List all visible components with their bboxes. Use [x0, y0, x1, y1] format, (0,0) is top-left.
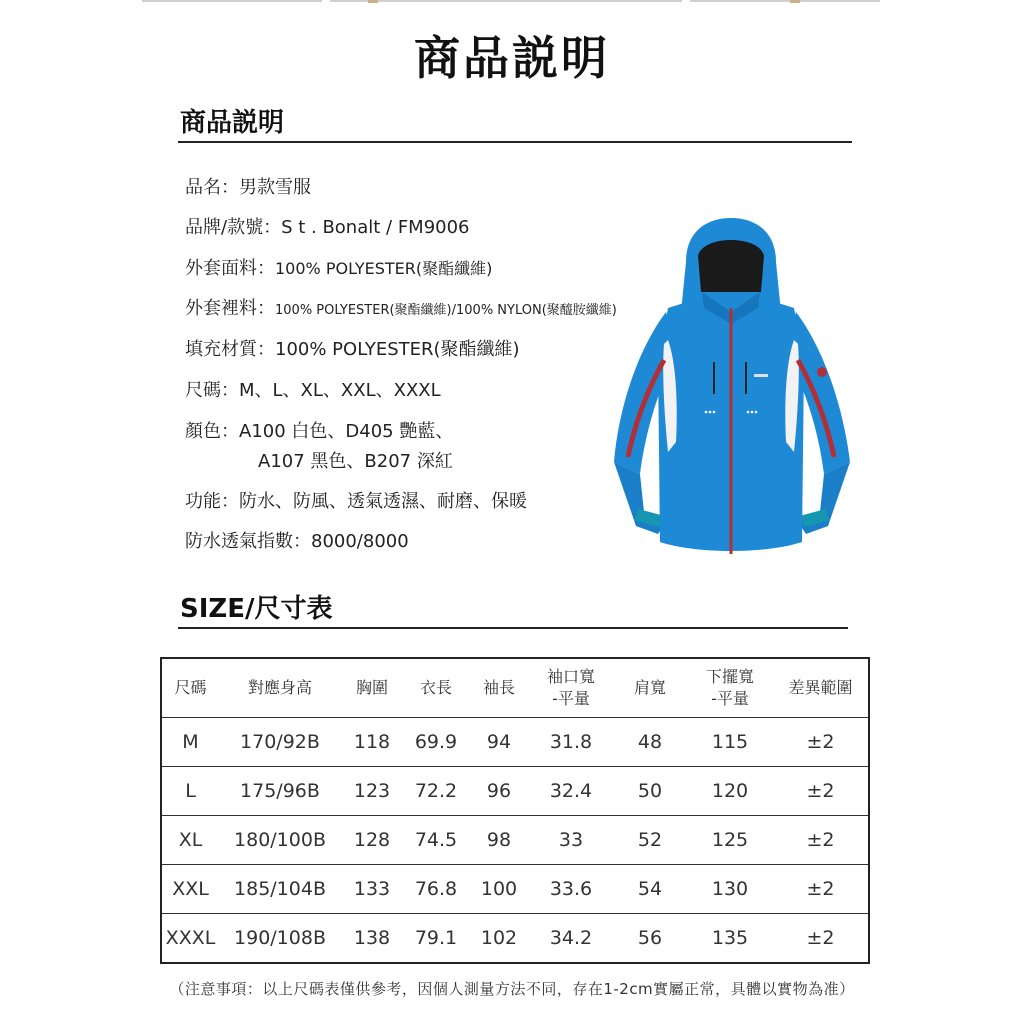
- size-cell: 175/96B: [219, 767, 341, 816]
- size-header-cell: 胸圍: [341, 658, 403, 718]
- size-cell: XXL: [161, 865, 219, 914]
- spec-waterproof-label: 防水透氣指數：: [185, 531, 311, 552]
- size-cell: XXXL: [165, 927, 216, 949]
- spec-function-label: 功能：: [185, 491, 239, 512]
- size-cell: 32.4: [529, 767, 613, 816]
- top-accent-right: [790, 0, 800, 3]
- size-cell: 31.8: [529, 718, 613, 767]
- size-cell: 180/100B: [219, 816, 341, 865]
- size-cell: 94: [469, 718, 529, 767]
- spec-name: [185, 173, 311, 199]
- spec-colors-label: 顏色：: [185, 421, 239, 442]
- page-title: 商品説明: [414, 31, 610, 85]
- spec-colors-line2-value: A107 黑色、B207 深紅: [258, 451, 453, 472]
- size-cell: 190/108B: [234, 927, 326, 949]
- size-cell: 185/104B: [219, 865, 341, 914]
- size-heading: SIZE/尺寸表: [180, 594, 333, 624]
- size-cell: 170/92B: [219, 718, 341, 767]
- size-cell: 48: [613, 718, 687, 767]
- size-cell: 118: [341, 718, 403, 767]
- spec-lining: [185, 294, 617, 320]
- spec-colors-line2: [258, 447, 453, 473]
- size-cell: 120: [687, 767, 773, 816]
- description-rule: [178, 141, 852, 143]
- table-row: [161, 767, 869, 816]
- spec-brand: [185, 213, 470, 239]
- size-cell: 133: [341, 865, 403, 914]
- size-cell: 56: [637, 927, 663, 949]
- spec-colors: [185, 417, 453, 443]
- size-cell: 33: [529, 816, 613, 865]
- size-table-body: [161, 718, 869, 964]
- size-cell: 138: [353, 927, 391, 949]
- size-cell: 79.1: [414, 927, 458, 949]
- size-cell: 72.2: [403, 767, 469, 816]
- size-cell: ±2: [773, 718, 869, 767]
- spec-shell-value: 100% POLYESTER(聚酯纖維): [275, 259, 493, 278]
- size-cell: ±2: [806, 927, 835, 949]
- spec-brand-label: 品牌/款號：: [185, 217, 282, 238]
- size-cell: 50: [613, 767, 687, 816]
- size-cell: 74.5: [403, 816, 469, 865]
- spec-colors-line1: A100 白色、D405 艷藍、: [239, 421, 454, 442]
- size-cell: 100: [469, 865, 529, 914]
- size-cell: M: [161, 718, 219, 767]
- size-header-cell: 肩寬: [613, 658, 687, 718]
- spec-sizes-label: 尺碼：: [185, 380, 239, 401]
- size-cell: 135: [711, 927, 749, 949]
- size-header-cell: 對應身高: [219, 658, 341, 718]
- table-row: [161, 816, 869, 865]
- spec-shell: [185, 254, 492, 280]
- size-header-cell: 下擺寬 -平量: [687, 658, 773, 718]
- size-cell: 96: [469, 767, 529, 816]
- footnote: （注意事項：以上尺碼表僅供參考，因個人測量方法不同，存在1-2cm實屬正常，具體以實物為准）: [169, 980, 855, 998]
- top-divider-left: [142, 0, 322, 2]
- spec-function: [185, 487, 527, 513]
- size-cell: L: [161, 767, 219, 816]
- spec-waterproof: [185, 527, 409, 553]
- size-table-header: [161, 658, 869, 718]
- spec-filling-value: 100% POLYESTER(聚酯纖維): [275, 339, 520, 360]
- spec-lining-value: 100% POLYESTER(聚酯纖維)/100% NYLON(聚醯胺纖維): [275, 303, 617, 318]
- size-cell: 128: [341, 816, 403, 865]
- size-cell: 52: [613, 816, 687, 865]
- size-header-cell: 袖口寬 -平量: [529, 658, 613, 718]
- spec-name-label: 品名：: [185, 177, 239, 198]
- spec-filling-label: 填充材質：: [185, 339, 275, 360]
- spec-name-value: 男款雪服: [239, 177, 311, 198]
- size-cell: 69.9: [403, 718, 469, 767]
- size-cell: 98: [469, 816, 529, 865]
- spec-sizes-value: M、L、XL、XXL、XXXL: [239, 380, 441, 401]
- size-cell: ±2: [773, 816, 869, 865]
- table-row: [161, 718, 869, 767]
- size-header-cell: 衣長: [403, 658, 469, 718]
- size-header-cell: 尺碼: [161, 658, 219, 718]
- spec-function-value: 防水、防風、透氣透濕、耐磨、保暖: [239, 491, 527, 512]
- size-cell: 54: [613, 865, 687, 914]
- size-header-cell: 差異範圍: [773, 658, 869, 718]
- top-divider-right: [690, 0, 880, 2]
- jacket-image: [606, 212, 856, 564]
- size-table: [160, 657, 870, 964]
- size-cell: 123: [341, 767, 403, 816]
- size-cell: XL: [161, 816, 219, 865]
- top-divider-center: [330, 0, 682, 2]
- description-heading: 商品説明: [180, 108, 285, 138]
- size-cell: 33.6: [529, 865, 613, 914]
- size-rule: [178, 627, 848, 629]
- spec-brand-value: S t . Bonalt / FM9006: [281, 217, 470, 238]
- top-accent-left: [368, 0, 378, 3]
- spec-sizes: [185, 376, 441, 402]
- size-cell: 130: [687, 865, 773, 914]
- size-cell: 34.2: [549, 927, 593, 949]
- spec-waterproof-value: 8000/8000: [311, 531, 409, 552]
- spec-lining-label: 外套裡料：: [185, 298, 275, 319]
- spec-filling: [185, 335, 520, 361]
- size-cell: 115: [687, 718, 773, 767]
- table-row: [161, 865, 869, 914]
- size-cell: 76.8: [403, 865, 469, 914]
- size-cell: 125: [687, 816, 773, 865]
- size-cell: 102: [480, 927, 518, 949]
- size-header-cell: 袖長: [469, 658, 529, 718]
- spec-shell-label: 外套面料：: [185, 258, 275, 279]
- size-cell: ±2: [773, 865, 869, 914]
- size-cell: ±2: [773, 767, 869, 816]
- table-row: [161, 914, 869, 964]
